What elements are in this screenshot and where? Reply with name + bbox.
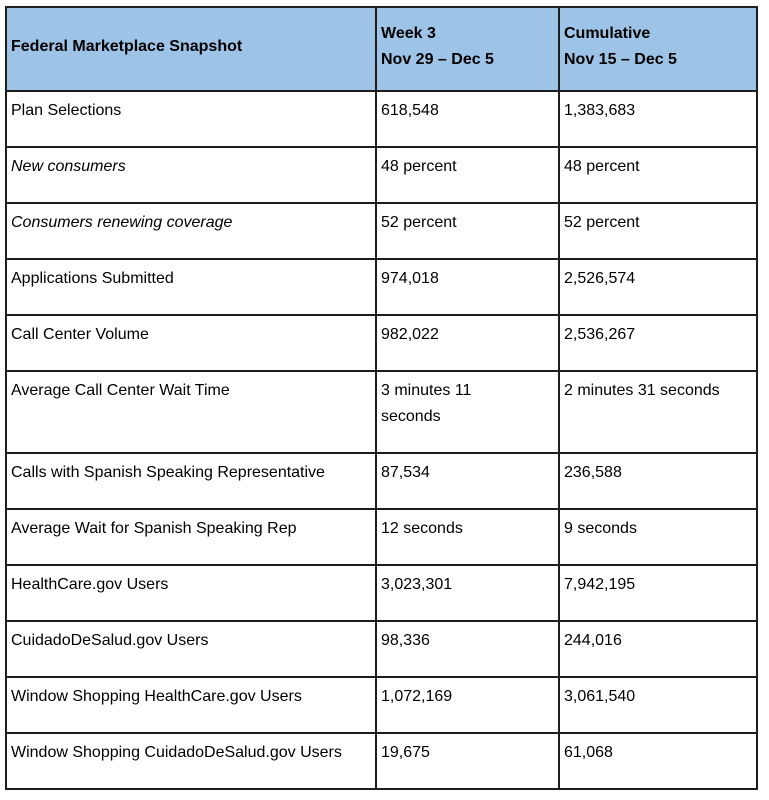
table-body bbox=[6, 91, 757, 789]
week-value-cell: 974,018 bbox=[376, 259, 559, 315]
table-row bbox=[6, 259, 757, 315]
row-label-cell: Consumers renewing coverage bbox=[6, 203, 376, 259]
cumulative-value-cell: 1,383,683 bbox=[559, 91, 757, 147]
table-row bbox=[6, 733, 757, 789]
table-row bbox=[6, 453, 757, 509]
week-value-cell: 3 minutes 11 seconds bbox=[376, 371, 559, 453]
row-label-cell: New consumers bbox=[6, 147, 376, 203]
week-value-cell: 87,534 bbox=[376, 453, 559, 509]
week-value-cell: 48 percent bbox=[376, 147, 559, 203]
week-column-header bbox=[376, 7, 559, 91]
table-row bbox=[6, 371, 757, 453]
row-label-cell: CuidadoDeSalud.gov Users bbox=[6, 621, 376, 677]
cumulative-column-header bbox=[559, 7, 757, 91]
table-row bbox=[6, 147, 757, 203]
row-label-cell: Window Shopping HealthCare.gov Users bbox=[6, 677, 376, 733]
table-row bbox=[6, 203, 757, 259]
cumulative-value-cell: 2,536,267 bbox=[559, 315, 757, 371]
cumulative-value-cell: 236,588 bbox=[559, 453, 757, 509]
week-value-cell: 3,023,301 bbox=[376, 565, 559, 621]
row-label-cell: HealthCare.gov Users bbox=[6, 565, 376, 621]
table-row bbox=[6, 677, 757, 733]
row-label-cell: Call Center Volume bbox=[6, 315, 376, 371]
cumulative-column-dates: Nov 15 – Dec 5 bbox=[564, 51, 677, 68]
table-header-row bbox=[6, 7, 757, 91]
week-value-cell: 19,675 bbox=[376, 733, 559, 789]
cumulative-value-cell: 2,526,574 bbox=[559, 259, 757, 315]
week-column-label: Week 3 bbox=[381, 25, 436, 43]
cumulative-value-cell: 48 percent bbox=[559, 147, 757, 203]
row-label-cell: Average Call Center Wait Time bbox=[6, 371, 376, 453]
week-value-cell: 52 percent bbox=[376, 203, 559, 259]
week-value-cell: 12 seconds bbox=[376, 509, 559, 565]
table-title: Federal Marketplace Snapshot bbox=[11, 38, 243, 56]
row-label-cell: Plan Selections bbox=[6, 91, 376, 147]
table-row bbox=[6, 315, 757, 371]
week-value-cell: 98,336 bbox=[376, 621, 559, 677]
table-row bbox=[6, 621, 757, 677]
cumulative-column-label: Cumulative bbox=[564, 25, 651, 43]
cumulative-value-cell: 7,942,195 bbox=[559, 565, 757, 621]
table-row bbox=[6, 509, 757, 565]
cumulative-value-cell: 61,068 bbox=[559, 733, 757, 789]
table-title-header bbox=[6, 7, 376, 91]
row-label-cell: Window Shopping CuidadoDeSalud.gov Users bbox=[6, 733, 376, 789]
row-label-cell: Applications Submitted bbox=[6, 259, 376, 315]
marketplace-snapshot-table bbox=[5, 6, 758, 790]
row-label-cell: Calls with Spanish Speaking Representative bbox=[6, 453, 376, 509]
cumulative-value-cell: 52 percent bbox=[559, 203, 757, 259]
table-row bbox=[6, 565, 757, 621]
week-value-cell: 982,022 bbox=[376, 315, 559, 371]
row-label-cell: Average Wait for Spanish Speaking Rep bbox=[6, 509, 376, 565]
week-column-dates: Nov 29 – Dec 5 bbox=[381, 51, 494, 68]
cumulative-value-cell: 244,016 bbox=[559, 621, 757, 677]
cumulative-value-cell: 9 seconds bbox=[559, 509, 757, 565]
table-row bbox=[6, 91, 757, 147]
week-value-cell: 618,548 bbox=[376, 91, 559, 147]
cumulative-value-cell: 2 minutes 31 seconds bbox=[559, 371, 757, 453]
cumulative-value-cell: 3,061,540 bbox=[559, 677, 757, 733]
week-value-cell: 1,072,169 bbox=[376, 677, 559, 733]
